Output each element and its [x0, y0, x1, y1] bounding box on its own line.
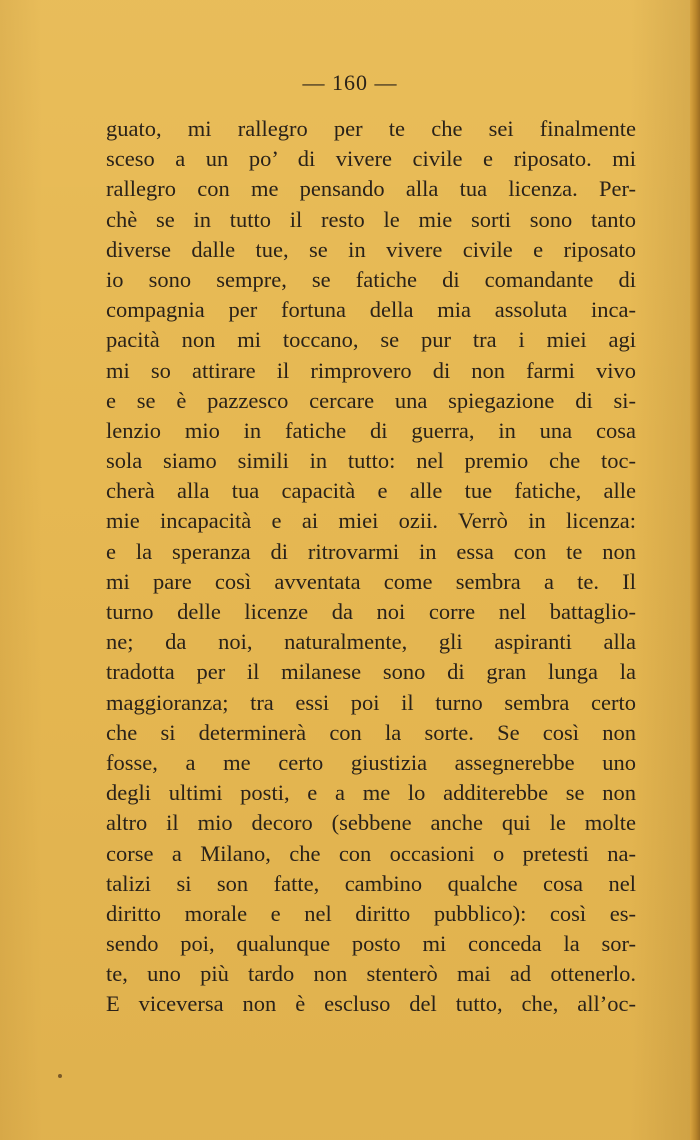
text-line: E viceversa non è escluso del tutto, che, all’oc-	[106, 991, 636, 1017]
page-edge	[690, 0, 700, 1140]
text-line: degli ultimi posti, e a me lo additerebbe se non	[106, 780, 636, 806]
text-line: che si determinerà con la sorte. Se così non	[106, 719, 636, 745]
text-line: e la speranza di ritrovarmi in essa con te non	[106, 538, 636, 564]
text-line: mie incapacità e ai miei ozii. Verrò in licenza:	[106, 508, 636, 534]
text-line: chè se in tutto il resto le mie sorti sono tanto	[106, 206, 636, 232]
text-line: io sono sempre, se fatiche di comandante di	[106, 266, 636, 292]
text-line: maggioranza; tra essi poi il turno sembra certo	[106, 689, 636, 715]
text-line: fosse, a me certo giustizia assegnerebbe uno	[106, 749, 636, 775]
text-line: compagnia per fortuna della mia assoluta inca-	[106, 297, 636, 323]
text-line: lenzio mio in fatiche di guerra, in una cosa	[106, 417, 636, 443]
text-line: pacità non mi toccano, se pur tra i miei agi	[106, 327, 636, 353]
text-line: talizi si son fatte, cambino qualche cosa nel	[106, 870, 636, 896]
text-line: rallegro con me pensando alla tua licenza. Per-	[106, 176, 636, 202]
text-line: mi pare così avventata come sembra a te. Il	[106, 568, 636, 594]
text-line: sceso a un po’ di vivere civile e riposato. mi	[106, 146, 636, 172]
text-line: diverse dalle tue, se in vivere civile e riposato	[106, 236, 636, 262]
text-line: diritto morale e nel diritto pubblico): così es-	[106, 900, 636, 926]
page-number: — 160 —	[302, 70, 398, 95]
text-line: ne; da noi, naturalmente, gli aspiranti alla	[106, 629, 636, 655]
text-line: guato, mi rallegro per te che sei finalmente	[106, 116, 636, 141]
text-line: mi so attirare il rimprovero di non farmi vivo	[106, 357, 636, 383]
text-line: corse a Milano, che con occasioni o pretesti na-	[106, 840, 636, 866]
text-line: te, uno più tardo non stenterò mai ad ottenerlo.	[106, 961, 636, 987]
text-line: sola siamo simili in tutto: nel premio che toc-	[106, 448, 636, 474]
text-line: tradotta per il milanese sono di gran lunga la	[106, 659, 636, 685]
body-text	[106, 114, 636, 1020]
text-line: e se è pazzesco cercare una spiegazione di si-	[106, 387, 636, 413]
text-line: altro il mio decoro (sebbene anche qui le molte	[106, 810, 636, 836]
paper-speck	[58, 1074, 62, 1078]
text-line: cherà alla tua capacità e alle tue fatiche, alle	[106, 478, 636, 504]
text-line: sendo poi, qualunque posto mi conceda la sor-	[106, 931, 636, 957]
text-line: turno delle licenze da noi corre nel battaglio-	[106, 599, 636, 624]
